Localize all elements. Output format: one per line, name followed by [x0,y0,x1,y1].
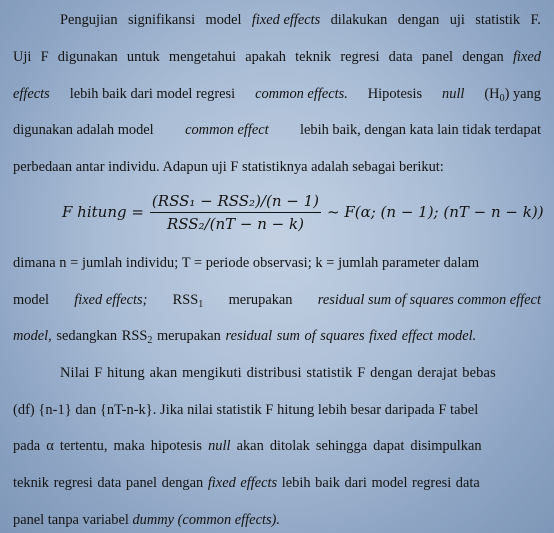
formula-numerator: (RSS₁ − RSS₂)/(n − 1) [150,192,321,213]
paragraph1-line2 [13,47,541,67]
formula-rhs: ~ F(α; (n − 1); (nT − n − k)) [327,203,544,221]
emphasis-fixed-effects: fixed effects [251,12,321,28]
paragraph2-line1: Nilai F hitung akan mengikuti distribusi statistik F dengan derajat bebas [60,365,496,381]
word: panel [421,49,453,65]
formula-lhs: F hitung = [62,203,144,221]
text-run: model [13,292,49,308]
definitions-line3 [13,326,541,346]
text-run: merupakan [228,292,293,308]
word: dengan [462,49,504,65]
text-run: panel tanpa variabel [13,512,129,528]
paragraph2-line2: (df) {n-1} dan {nT-n-k}. Jika nilai statistik F hitung lebih besar daripada F tabel [13,402,479,418]
emphasis-model: model, [13,328,52,344]
definitions-line2 [13,290,541,310]
word: mengetahui [168,49,237,65]
emphasis-common-effect: common effect [185,122,269,138]
word: apakah [245,49,286,65]
word: digunakan [57,49,118,65]
formula-fraction [150,192,321,233]
text-run: sedangkan RSS [56,328,148,344]
emphasis-common-effects: common effects. [255,86,348,102]
text-run: ) yang [504,86,541,102]
text-run: digunakan adalah model [13,122,154,138]
paragraph2-line3 [13,436,541,456]
word: uji [449,12,465,28]
emphasis-dummy: dummy (common effects). [132,512,280,528]
text-run: akan ditolak sehingga dapat disimpulkan [236,438,482,454]
word: F. [530,12,541,28]
definitions-line1: dimana n = jumlah individu; T = periode observasi; k = jumlah parameter dalam [13,255,480,271]
word: Uji [13,49,32,65]
word: F [40,49,49,65]
word: teknik [295,49,332,65]
emphasis-effects: effects [13,86,50,102]
text-run: merupakan [156,328,221,344]
paragraph1-line3 [13,84,541,104]
emphasis-null: null [208,438,231,454]
subscript: 1 [198,299,204,310]
word: model [205,12,242,28]
paragraph2-line4 [13,473,541,493]
text-run: RSS [172,292,199,308]
text-run: lebih baik dari model regresi data [281,475,480,491]
text-run: lebih baik, dengan kata lain tidak terdapat [300,122,541,138]
emphasis-fixed-effects: fixed effects [207,475,278,491]
word: dilakukan [330,12,388,28]
emphasis-null: null [442,86,465,102]
word: untuk [126,49,160,65]
word: regresi [340,49,380,65]
subscript: 2 [147,335,153,346]
text-run: (H [484,86,500,102]
text-run: pada α tertentu, maka hipotesis [13,438,202,454]
paragraph1-line1 [60,10,541,30]
word: data [388,49,413,65]
word: dengan [397,12,440,28]
emphasis-rss-fixed: residual sum of squares fixed effect model. [225,328,477,344]
text-run: lebih baik dari model regresi [69,86,236,102]
paragraph1-line4 [13,120,541,140]
text-run: teknik regresi data panel dengan [13,475,204,491]
f-statistic-formula [62,187,544,237]
emphasis-fixed-effects: fixed effects; [74,292,148,308]
emphasis-fixed: fixed [512,49,541,65]
word: Pengujian [60,12,118,28]
word: signifikansi [127,12,196,28]
word: statistik [475,12,521,28]
paragraph1-line5: perbedaan antar individu. Adapun uji F statistiknya adalah sebagai berikut: [13,159,444,175]
formula-denominator: RSS₂/(nT − n − k) [166,214,304,233]
text-run: Hipotesis [367,86,423,102]
subscript: 0 [499,93,505,104]
emphasis-rss-common: residual sum of squares common effect [317,292,541,308]
paragraph2-line5 [13,510,541,530]
